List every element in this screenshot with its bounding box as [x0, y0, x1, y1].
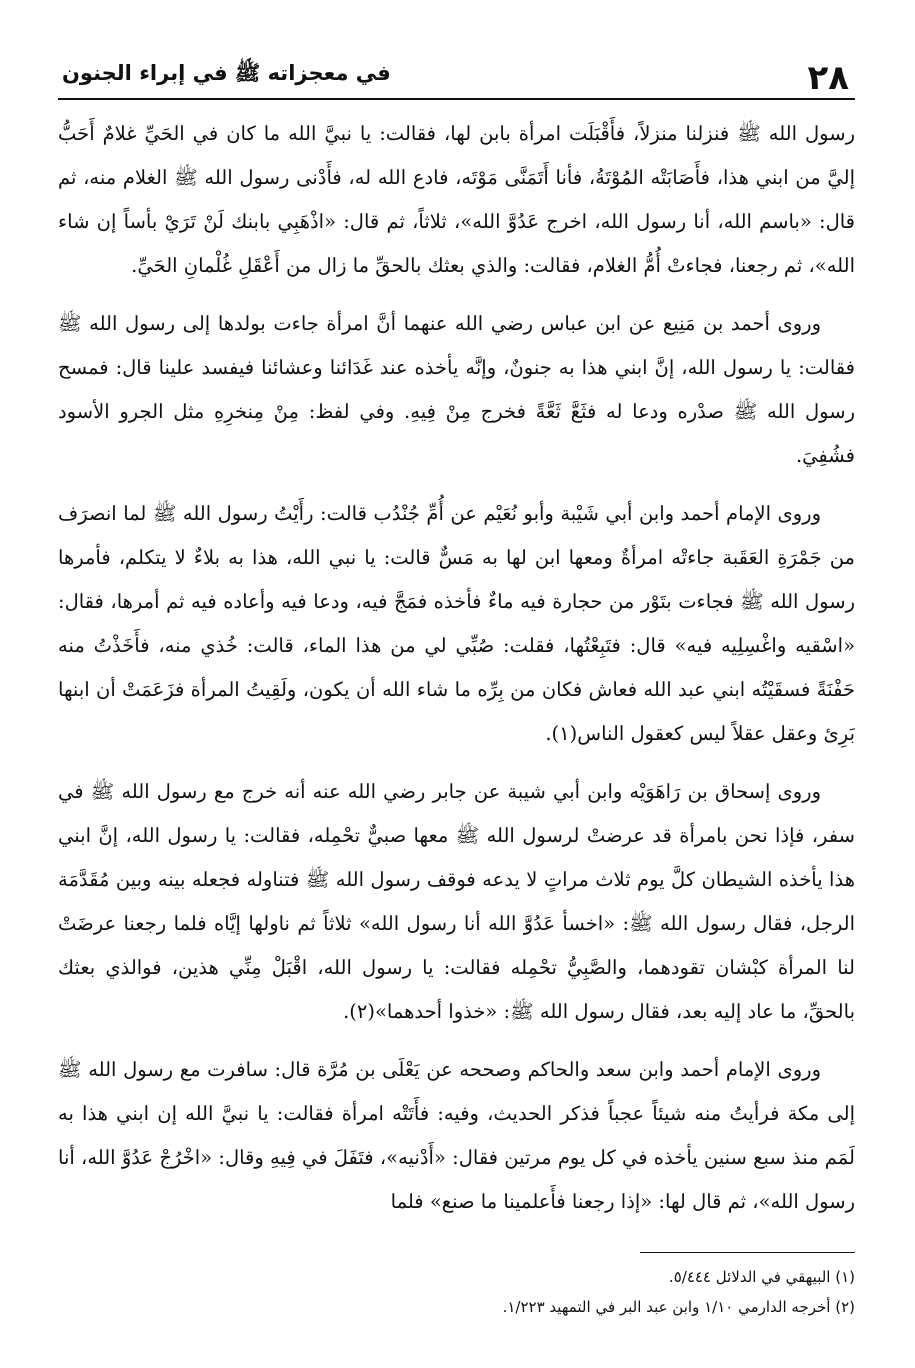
page-header	[58, 50, 855, 100]
footnote-divider	[640, 1252, 855, 1253]
paragraph: وروى الإمام أحمد وابن أبي شَيْبة وأبو نُعَيْم عن أُمِّ جُنْدُب قالت: رأَيْتُ رسول الله ﷺ لما انصرَف من جَمْرَةِ العَقَبة جاءتْه امرأةٌ ومعها ابن لها به مَسٌّ قالت: يا نبي الله، هذا به بلاءٌ لا يتكلم، فأمرها رسول الله ﷺ فجاءت بتَوْر من حجارة فيه ماءٌ فأخذه فمَجَّ فيه، ودعا فيه وأعاده فيه ثم أمرها، فقال: «اسْقيه واغْسِلِيه فيه» قال: فتَبِعْتُها، فقلت: صُبِّي لي من هذا الماء، قالت: خُذي منه، فأَخَذْتُ منه حَفْنَةً فسقَيْتُه ابني عبد الله فعاش فكان من بِرِّه ما شاء الله أن يكون، ولَقِيتُ المرأة فزَعَمَتْ أن ابنها بَرِئ وعقل عقلاً ليس كعقول الناس(١).	[58, 502, 855, 745]
running-title: في معجزاته ﷺ في إبراء الجنون	[62, 61, 391, 85]
footnote: (٢) أخرجه الدارمي ١/١٠ وابن عبد البر في التمهيد ١/٢٢٣.	[502, 1298, 855, 1316]
paragraph: وروى أحمد بن مَنِيع عن ابن عباس رضي الله عنهما أنَّ امرأة جاءت بولدها إلى رسول الله ﷺ فقالت: يا رسول الله، إنَّ ابني هذا به جنونٌ، وإنَّه يأخذه عند غَدَائنا وعشائنا فيفسد علينا قال: فمسح رسول الله ﷺ صدْره ودعا له فثَعَّ ثَعَّةً فخرج مِنْ فِيهِ. وفي لفظ: مِنْ مِنخرِهِ مثل الجرو الأسود فشُفِيَ.	[58, 312, 855, 467]
footnote: (١) البيهقي في الدلائل ٥/٤٤٤.	[668, 1268, 855, 1286]
paragraph: رسول الله ﷺ فنزلنا منزلاً، فأَقْبَلَت امرأة بابن لها، فقالت: يا نبيَّ الله ما كان في الحَيِّ غلامٌ أَحَبُّ إليَّ من ابني هذا، فأَصَابَتْه المُوْتَةُ، فأنا أَتَمَنَّى مَوْتَه، فادع الله له، فأَدْنى رسول الله ﷺ الغلام منه، ثم قال: «باسم الله، أنا رسول الله، اخرج عَدُوَّ الله»، ثلاثاً، ثم قال: «اذْهَبِي بابنك لَنْ تَرَيْ بأساً إن شاء الله»، ثم رجعنا، فجاءتْ أُمُّ الغلام، فقالت: والذي بعثك بالحقِّ ما زال من أَعْقَلِ غُلْمانِ الحَيِّ.	[58, 122, 855, 277]
body-text	[58, 112, 855, 1238]
paragraph: وروى إسحاق بن رَاهَوَيْه وابن أبي شيبة عن جابر رضي الله عنه أنه خرج مع رسول الله ﷺ في سفر، فإذا نحن بامرأة قد عرضتْ لرسول الله ﷺ معها صبيٌّ تحْمِله، فقالت: يا رسول الله، إنَّ ابني هذا يأخذه الشيطان كلَّ يوم ثلاث مراتٍ لا يدعه فوقف رسول الله ﷺ فتناوله فجعله بينه وبين مُقَدَّمَة الرجل، فقال رسول الله ﷺ: «اخسأ عَدُوَّ الله أنا رسول الله» ثلاثاً ثم ناولها إيَّاه فلما رجعنا عرضَتْ لنا المرأة كبْشان تقودهما، والصَّبِيُّ تحْمِله فقالت: يا رسول الله، اقْبَلْ مِنِّي هذين، فوالذي بعثك بالحقِّ، ما عاد إليه بعد، فقال رسول الله ﷺ: «خذوا أحدهما»(٢).	[58, 780, 855, 1023]
paragraph: وروى الإمام أحمد وابن سعد والحاكم وصححه عن يَعْلَى بن مُرَّة قال: سافرت مع رسول الله ﷺ إلى مكة فرأيتُ منه شيئاً عجباً فذكر الحديث، وفيه: فأَتَتْه امرأة فقالت: يا نبيَّ الله إن ابني هذا به لَمَم منذ سبع سنين يأخذه في كل يوم مرتين فقال: «أَدْنيه»، فتَفَلَ في فِيهِ وقال: «اخْرُجْ عَدُوَّ الله، أنا رسول الله»، ثم قال لها: «إذا رجعنا فأَعلمينا ما صنع» فلما	[58, 1058, 855, 1213]
footnotes	[58, 1262, 855, 1322]
page-number: ٢٨	[807, 58, 849, 98]
